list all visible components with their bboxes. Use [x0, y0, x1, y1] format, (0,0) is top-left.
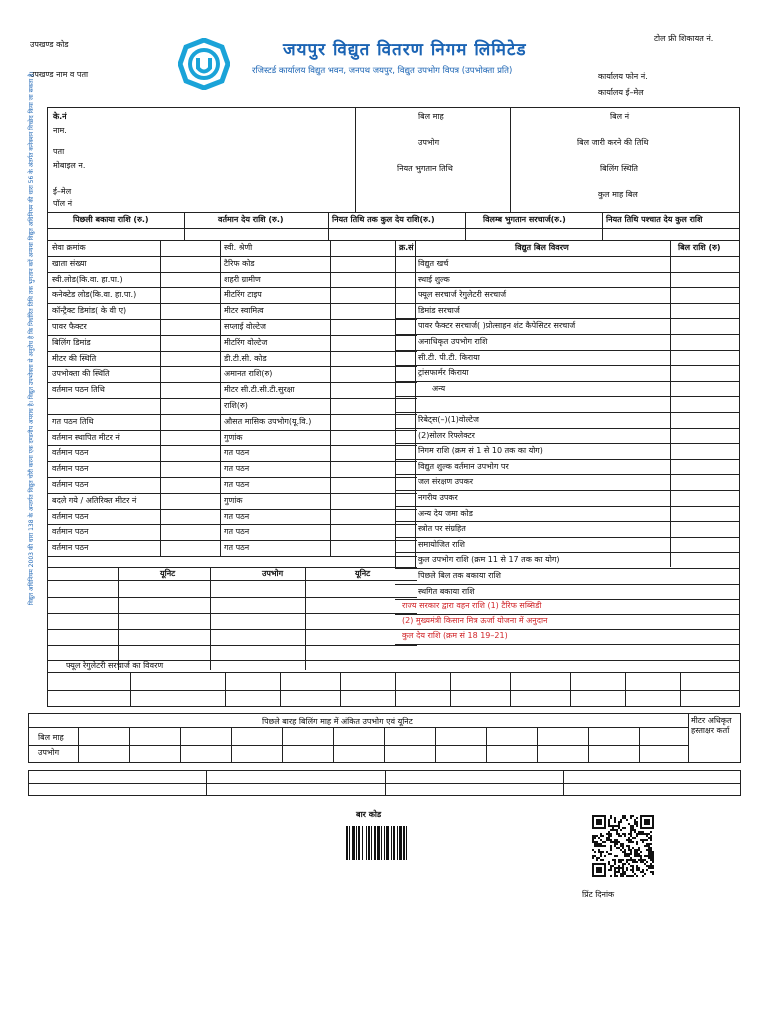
bill-month-label: बिल माह — [418, 112, 444, 121]
issue-date-label: बिल जारी करने की तिथि — [577, 138, 649, 147]
bill-detail-item: विद्युत शुल्क वर्तमान उपभोग पर — [418, 461, 509, 471]
connection-label-right: गत पठन — [224, 448, 250, 458]
connection-label-left: उपभोक्ता की स्थिति — [52, 369, 110, 379]
total-bill-label: कुल माह बिल — [598, 190, 638, 199]
summary-header-total-by-due: नियत तिथि तक कुल देय राशि(रु.) — [332, 215, 435, 224]
bill-detail-item: अनाधिकृत उपभोग राशि — [418, 337, 488, 346]
connection-label-right: गत पठन — [224, 464, 250, 474]
bill-detail-subsidy-item: (2) मुख्यमंत्री किसान मित्र ऊर्जा योजना में अनुदान — [402, 616, 548, 626]
print-date-label: प्रिंट दिनांक — [582, 890, 615, 899]
fuel-detail-title: फ्यूल रेगुलेटरी सरचार्ज का विवरण — [66, 661, 164, 670]
bill-detail-item: अन्य देय जमा कोड — [418, 508, 473, 518]
bill-detail-item: निगम राशि (क्रम सं 1 से 10 तक का योग) — [418, 446, 543, 456]
connection-label-left: वर्तमान पठन तिथि — [52, 385, 105, 395]
connection-label-left: पावर फैक्टर — [52, 322, 87, 331]
history-row-bill-month: बिल माह — [38, 733, 64, 742]
connection-label-left: गत पठन तिथि — [52, 416, 94, 426]
summary-header-current-due: वर्तमान देय राशि (रु.) — [218, 215, 284, 224]
bill-detail-item: फ्यूल सरचार्ज रेगुलेटरी सरचार्ज — [418, 290, 507, 300]
unit-header-2: यूनिट — [355, 569, 371, 578]
bill-detail-item: समायोजित राशि — [418, 539, 465, 549]
consumer-name-label: नाम. — [53, 126, 67, 135]
connection-label-left: कॉन्ट्रैक्ट डिमांड( के वी ए) — [52, 306, 127, 316]
consumption-label: उपभोग — [418, 138, 440, 147]
bill-detail-subsidy-item: कुल देय राशि (क्रम सं 18 19–21) — [402, 631, 508, 641]
consumer-mobile-label: मोबाइल न. — [53, 161, 86, 170]
office-phone-label: कार्यालय फोन नं. — [598, 72, 648, 81]
bill-detail-item: ट्रांसफार्मर किराया — [418, 368, 469, 378]
connection-label-right: टैरिफ कोड — [224, 258, 255, 268]
due-date-label: नियत भुगतान तिथि — [397, 164, 453, 173]
connection-label-right: शहरी ग्रामीण — [224, 274, 261, 284]
bill-detail-item: नगरीय उपकर — [418, 493, 458, 502]
bill-detail-item: डिमांड सरचार्ज — [418, 305, 460, 315]
consumer-email-label: ई–मेल — [53, 187, 72, 196]
company-title: जयपुर विद्युत वितरण निगम लिमिटेड — [283, 40, 527, 60]
unit-header-consumption: उपभोग — [262, 569, 284, 578]
connection-label-right: मीटरिंग टाइप — [224, 290, 262, 300]
summary-header-total-after-due: नियत तिथि पश्चात देय कुल राशि — [606, 215, 703, 224]
history-right-label: मीटर अधिकृत हस्ताक्षर कर्ता — [691, 716, 732, 735]
connection-label-left: मीटर की स्थिति — [52, 353, 97, 363]
bill-detail-item: (2)सोलर रिफ्लेक्टर — [418, 430, 475, 440]
connection-label-left: वर्तमान पठन — [52, 527, 89, 537]
subdivision-name-label: उपखण्ड नाम व पता — [30, 70, 89, 79]
connection-label-left: बदले गये / अतिरिक्त मीटर नं — [52, 495, 137, 505]
bill-detail-item: जल संरक्षण उपकर — [418, 477, 473, 487]
bill-detail-item: पिछले बिल तक बकाया राशि — [418, 571, 501, 580]
bill-detail-item: स्थाई शुल्क — [418, 274, 450, 284]
connection-label-right: गत पठन — [224, 511, 250, 521]
summary-header-late-surcharge: विलम्ब भुगतान सरचार्ज(रु.) — [483, 215, 566, 224]
connection-label-right: स्वी. श्रेणी — [224, 243, 253, 252]
barcode-label: बार कोड — [356, 810, 382, 819]
connection-label-right: डी.टी.सी. कोड — [224, 353, 267, 363]
connection-label-left: सेवा क्रमांक — [52, 243, 86, 252]
connection-label-left: वर्तमान पठन — [52, 543, 89, 553]
connection-label-right: औसत मासिक उपभोग(यू.वि.) — [224, 416, 312, 426]
connection-label-right: मीटर स्वामित्व — [224, 306, 264, 316]
bill-detail-item: स्त्रोत पर संग्रहित — [418, 524, 466, 534]
consumer-kn-label: के.नं — [53, 112, 67, 121]
subdivision-code-label: उपखण्ड कोड — [30, 40, 69, 49]
connection-label-right: गुणांक — [224, 432, 243, 442]
connection-label-left: खाता संख्या — [52, 258, 87, 268]
connection-label-right: गत पठन — [224, 543, 250, 553]
connection-label-left: वर्तमान स्थापित मीटर नं — [52, 432, 120, 442]
connection-label-left: बिलिंग डिमांड — [52, 337, 91, 347]
legal-side-note: विद्युत अधिनियम 2003 की धारा 138 के अन्तर्गत विद्युत चोरी करना एक दण्डनीय अपराध है। विद्युत उपभोक्ता से अनुरोध है कि निर्धारित तिथि तक भुगतान करें अन्यथा विद्युत अधिनियम की धारा 56 के अंतर्गत कनेक्शन विच्छेद किया जा सकता है। — [28, 71, 35, 605]
bill-detail-item: विद्युत खर्च — [418, 259, 449, 268]
connection-label-right: सप्लाई वोल्टेज — [224, 322, 266, 331]
connection-label-left: वर्तमान पठन — [52, 480, 89, 489]
qr-code — [592, 815, 654, 877]
connection-label-left: कनेक्टेड लोड(कि.वा. हा.पा.) — [52, 290, 137, 300]
bill-col-sn: क्र.सं — [399, 243, 414, 252]
consumer-address-label: पता — [53, 147, 65, 156]
connection-label-left: स्वी.लोड(कि.वा. हा.पा.) — [52, 274, 123, 284]
connection-label-right: मीटर सी.टी.सी.टी.सुरक्षा — [224, 385, 295, 395]
connection-label-right: गत पठन — [224, 480, 250, 489]
toll-free-label: टोल फ्री शिकायत नं. — [654, 34, 714, 43]
connection-label-left: वर्तमान पठन — [52, 511, 89, 521]
bill-no-label: बिल नं — [610, 112, 630, 121]
unit-header-1: यूनिट — [160, 569, 176, 578]
bill-detail-item: कुल उपभोग राशि (क्रम 11 से 17 तक का योग) — [418, 555, 560, 565]
connection-label-right: गत पठन — [224, 527, 250, 537]
consumer-pole-label: पॉल नं — [53, 199, 73, 208]
company-subtitle: रजिस्टर्ड कार्यालय विद्युत भवन, जनपथ जयपुर, विद्युत उपभोग विपत्र (उपभोक्ता प्रति) — [252, 66, 513, 76]
bill-col-desc: विद्युत बिल विवरण — [515, 243, 569, 252]
connection-label-right: राशि(रु) — [224, 401, 248, 410]
bill-detail-item: सी.टी. पी.टी. किराया — [418, 352, 480, 362]
history-title: पिछले बारह बिलिंग माह में अंकित उपभोग एवं यूनिट — [262, 717, 413, 726]
bill-detail-item: रिबेट्स(–)(1)वोल्टेज — [418, 415, 479, 424]
connection-label-right: अमानत राशि(रु) — [224, 369, 273, 379]
office-email-label: कार्यालय ई–मेल — [598, 88, 644, 97]
bill-col-amount: बिल राशि (रु) — [678, 243, 721, 252]
billing-status-label: बिलिंग स्थिति — [600, 164, 638, 173]
connection-label-right: गुणांक — [224, 495, 243, 505]
bill-detail-item: अन्य — [432, 383, 446, 393]
bill-detail-item: पावर फैक्टर सरचार्ज( )प्रोत्साहन शंट कैपेसिटर सरचार्ज — [418, 321, 576, 331]
connection-label-right: मीटरिंग वोल्टेज — [224, 337, 268, 347]
history-row-consumption: उपभोग — [38, 748, 60, 757]
barcode — [346, 826, 424, 860]
bill-detail-item: स्थगित बकाया राशि — [418, 586, 475, 596]
summary-header-prev-due: पिछली बकाया राशि (रु.) — [73, 215, 149, 224]
connection-label-left: वर्तमान पठन — [52, 464, 89, 474]
company-logo — [178, 38, 230, 90]
bill-detail-subsidy-item: राज्य सरकार द्वारा वहन राशि (1) टैरिफ सब्सिडी — [402, 601, 542, 611]
connection-label-left: वर्तमान पठन — [52, 448, 89, 458]
